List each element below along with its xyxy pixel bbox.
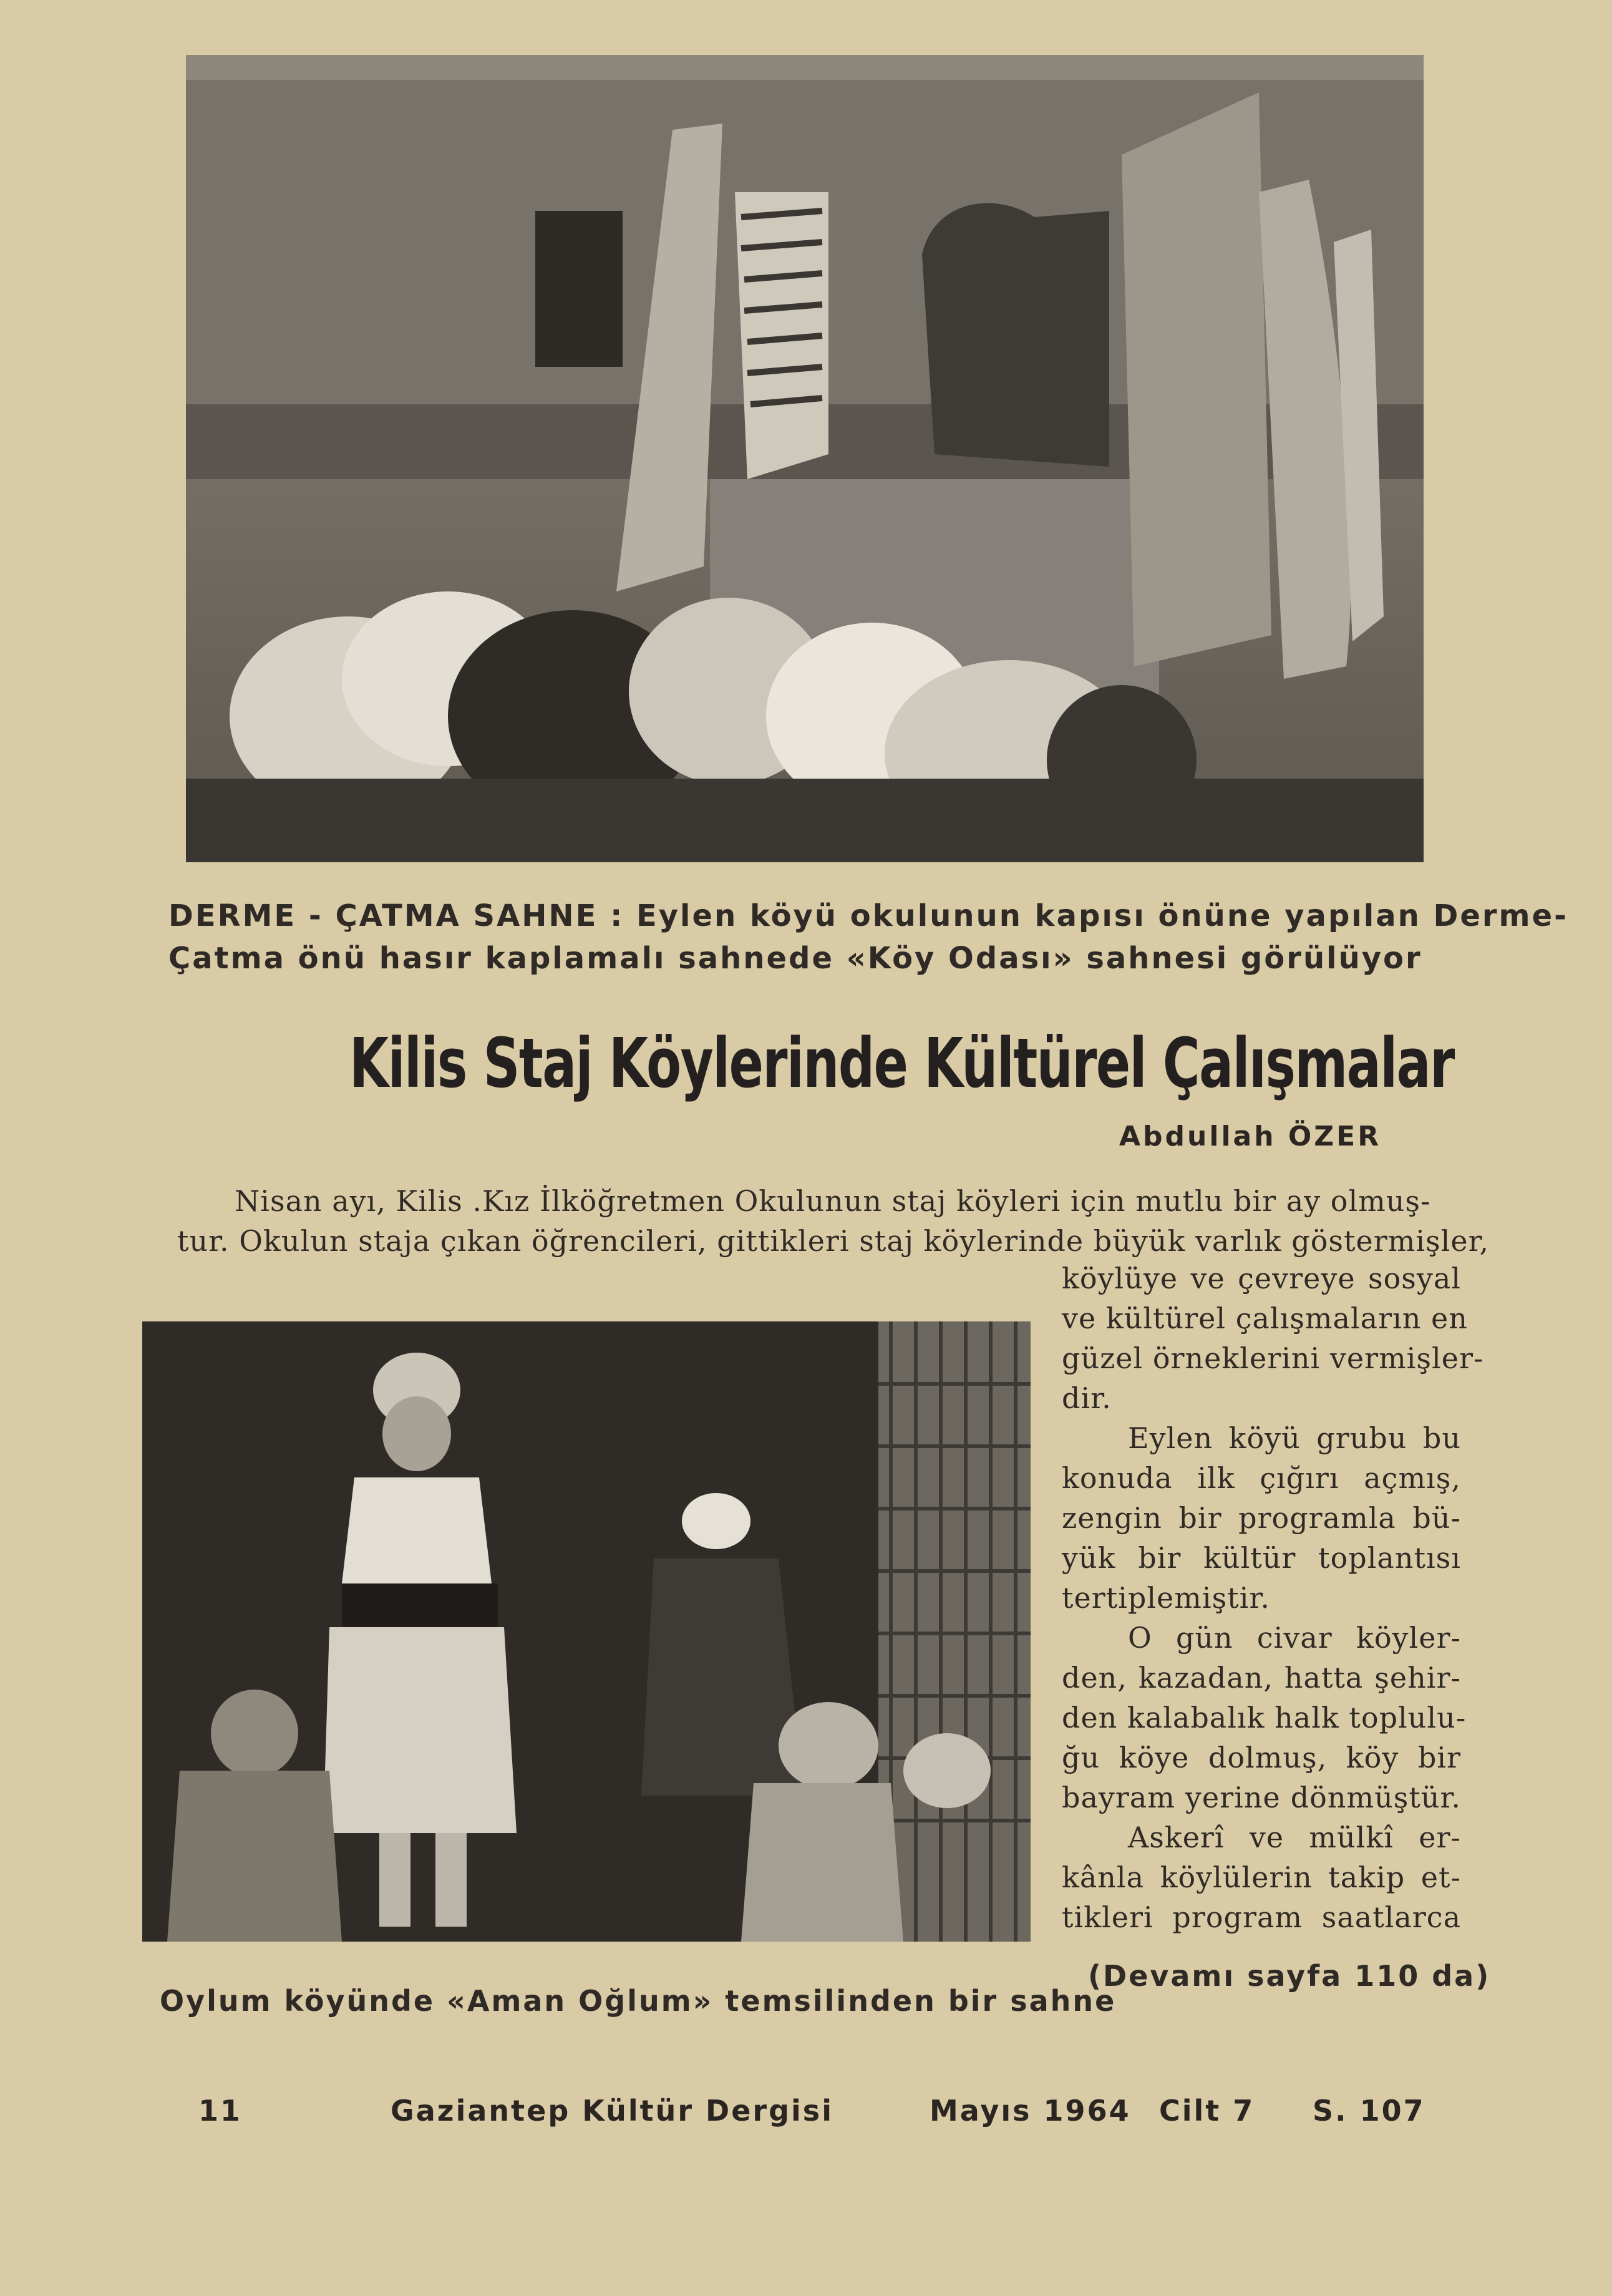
issue-number: S. 107 <box>1313 2094 1425 2128</box>
volume-number: Cilt 7 <box>1159 2094 1255 2128</box>
column-line: tikleri program saatlarca <box>1062 1900 1461 1934</box>
column-line: den kalabalık halk toplulu- <box>1062 1701 1467 1734</box>
column-line: konuda ilk çığırı açmış, <box>1062 1461 1461 1495</box>
column-line: Askerî ve mülkî er- <box>1128 1821 1461 1854</box>
column-line: kânla köylülerin takip et- <box>1062 1861 1461 1894</box>
column-line: ğu köye dolmuş, köy bir <box>1062 1741 1461 1774</box>
issue-date: Mayıs 1964 <box>930 2094 1131 2128</box>
intro-line-1: Nisan ayı, Kilis .Kız İlköğretmen Okulunun staj köyleri için mutlu bir ay olmuş- <box>235 1184 1431 1218</box>
column-line: ve kültürel çalışmaların en <box>1062 1301 1468 1335</box>
play-scene-illustration <box>142 1321 1031 1942</box>
photo-top-caption-line-2: Çatma önü hasır kaplamalı sahnede «Köy Odası» sahnesi görülüyor <box>168 941 1422 976</box>
article-title: Kilis Staj Köylerinde Kültürel Çalışmalar <box>349 1023 1454 1103</box>
photo-bottom-caption: Oylum köyünde «Aman Oğlum» temsilinden bir sahne <box>160 1984 1117 2018</box>
column-line: köylüye ve çevreye sosyal <box>1062 1262 1461 1295</box>
photo-top-caption-line-1: DERME - ÇATMA SAHNE : Eylen köyü okulunun kapısı önüne yapılan Derme- <box>168 898 1569 933</box>
intro-line-2: tur. Okulun staja çıkan öğrencileri, gittikleri staj köylerinde büyük varlık göstermişler, <box>177 1224 1490 1258</box>
stage-scene-illustration <box>186 55 1424 862</box>
column-line: O gün civar köyler- <box>1128 1621 1461 1655</box>
page-number: 11 <box>198 2094 243 2128</box>
magazine-name: Gaziantep Kültür Dergisi <box>391 2094 833 2128</box>
article-author: Abdullah ÖZER <box>1119 1121 1382 1152</box>
column-line: güzel örneklerini vermişler- <box>1062 1341 1484 1375</box>
column-line: tertiplemiştir. <box>1062 1581 1270 1615</box>
continued-note: (Devamı sayfa 110 da) <box>1088 1959 1491 1993</box>
column-line: Eylen köyü grubu bu <box>1128 1421 1461 1455</box>
photo-play-scene <box>142 1321 1031 1942</box>
column-line: yük bir kültür toplantısı <box>1062 1541 1461 1575</box>
column-line: zengin bir programla bü- <box>1062 1501 1461 1535</box>
column-line: dir. <box>1062 1381 1112 1415</box>
column-line: bayram yerine dönmüştür. <box>1062 1781 1461 1814</box>
photo-stage-scene <box>186 55 1424 862</box>
column-line: den, kazadan, hatta şehir- <box>1062 1661 1461 1695</box>
